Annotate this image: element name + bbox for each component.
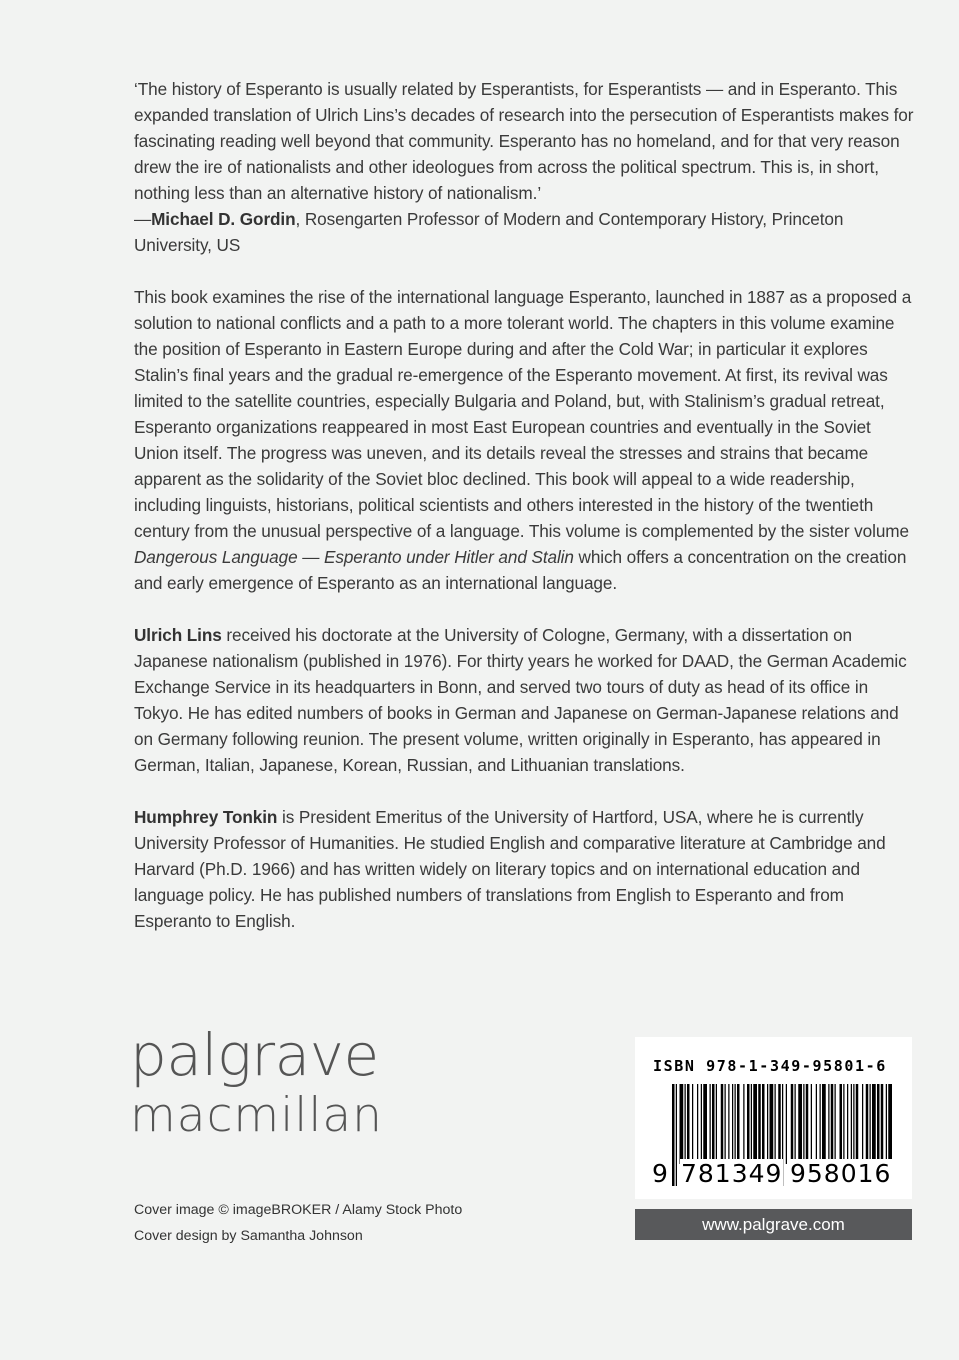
isbn-label: ISBN 978-1-349-95801-6 [653,1057,887,1075]
quote-author: Michael D. Gordin [151,209,296,229]
barcode-bar [840,1084,843,1164]
isbn-barcode [635,1037,912,1199]
barcode-digits-left: 781349 [681,1159,783,1188]
barcode-bar [847,1084,848,1164]
barcode-bar [697,1084,698,1164]
translator-bio [134,804,914,934]
barcode-bar [728,1084,729,1164]
quote-affiliation: , Rosengarten Professor of Modern and Contemporary History, Princeton University, US [134,209,844,255]
barcode-bar [791,1084,794,1164]
barcode-bar [853,1084,854,1164]
cover-credits [134,1197,462,1249]
barcode-bar [712,1084,715,1164]
endorsement-quote [134,76,914,258]
barcode-bar [851,1084,852,1164]
translator-name: Humphrey Tonkin [134,807,278,827]
barcode-bar [775,1084,776,1164]
barcode-bar [843,1084,844,1164]
barcode-bar [877,1084,880,1164]
description-text-end: which offers a concentration on the creation and early emergence of Esperanto as an international language. [134,547,907,593]
logo-palgrave: palgrave [130,1021,379,1089]
quote-attribution [134,206,914,258]
barcode-bar [795,1084,796,1164]
barcode-bar [803,1084,804,1164]
barcode-bar [872,1084,876,1164]
barcode-bar [716,1084,717,1164]
barcode-bar [762,1084,765,1164]
barcode-bar [866,1084,869,1164]
quote-text: ‘The history of Esperanto is usually related by Esperantists, for Esperantists — and in Esperanto. This expanded translation of Ulrich Lins’s decades of research into the persecution of Esperantists makes for fascinating reading well beyond that community. Esperanto has no homeland, and for that very reason drew the ire of nationalists and other ideologues from across the political spectrum. This is, in short, nothing less than an alternative history of nationalism.’ [134,79,914,203]
barcode-bar [767,1084,768,1164]
barcode-bar [831,1084,834,1164]
logo-macmillan: macmillan [130,1088,383,1143]
publisher-website: www.palgrave.com [635,1209,912,1240]
barcode-bar [743,1084,744,1164]
barcode-digit-first: 9 [652,1159,668,1188]
barcode-bar [758,1084,761,1164]
barcode-bar [701,1084,702,1164]
barcode-bar [856,1084,859,1164]
barcode-bar [886,1084,887,1164]
barcode-bar [710,1084,711,1164]
barcode-bar [680,1084,684,1164]
barcode-bar [747,1084,750,1164]
back-cover-text [134,76,914,960]
cover-design-credit: Cover design by Samantha Johnson [134,1228,363,1244]
translator-bio-text: is President Emeritus of the University of Hartford, USA, where he is currently University Professor of Humanities. He studied English and comparative literature at Cambridge and Harvard (Ph.D. 1966) and has written widely on literary topics and on international education and language policy. He has published numbers of translations from English to Esperanto and from Esperanto to English. [134,807,886,931]
description-text: This book examines the rise of the international language Esperanto, launched in 1887 as a proposed a solution to national conflicts and a path to a more tolerant world. The chapters in this volume examine the position of Esperanto in Eastern Europe during and after the Cold War; in particular it explores Stalin’s final years and the gradual re-emergence of the Esperanto movement. At first, its revival was limited to the satellite countries, especially Bulgaria and Poland, but, with Stalinism’s gradual retreat, Esperanto organizations reappeared in most East European countries and eventually in the Soviet Union itself. The progress was uneven, and its details reveal the stresses and strains that became apparent as the solidarity of the Soviet bloc declined. This book will appeal to a wide readership, including linguists, historians, political scientists and others interested in the history of the twentieth century from the unusual perspective of a language. This volume is complemented by the sister volume [134,287,912,541]
barcode-bar [786,1084,787,1164]
barcode-bar [687,1084,690,1164]
barcode-bar [753,1084,757,1164]
barcode-bar [835,1084,836,1164]
barcode-bar [672,1084,675,1186]
author-bio-text: received his doctorate at the University of Cologne, Germany, with a dissertation on Japanese nationalism (published in 1976). For thirty years he worked for DAAD, the German Academic Exchange Service in its headquarters in Bonn, and served two tours of duty as head of its office in Tokyo. He has edited numbers of books in German and Japanese on German-Japanese relations and on Germany following reunion. The present volume, written originally in Esperanto, has appeared in German, Italian, Japanese, Korean, Russian, and Lithuanian translations. [134,625,907,775]
barcode-bar [737,1084,740,1164]
publisher-logo [130,1022,383,1144]
barcode-bar [751,1084,752,1164]
barcode-bar [822,1084,826,1164]
book-description [134,284,914,596]
barcode-bar [676,1084,677,1186]
barcode-bar [725,1084,726,1164]
barcode-bar [820,1084,821,1164]
barcode-bar [870,1084,871,1164]
barcode-bar [828,1084,829,1164]
barcode-bar [685,1084,686,1164]
cover-image-credit: Cover image © imageBROKER / Alamy Stock Photo [134,1202,463,1218]
barcode-bar [721,1084,724,1164]
quote-dash: — [134,209,152,229]
barcode-bar [703,1084,707,1164]
author-bio [134,622,914,778]
barcode-bar [770,1084,774,1164]
sister-volume-title: Dangerous Language — Esperanto under Hitler and Stalin [134,547,574,567]
barcode-bar [806,1084,809,1164]
barcode-bar [735,1084,736,1164]
barcode-bar [816,1084,817,1164]
barcode-digits-right: 958016 [790,1159,892,1188]
barcode-bar [881,1084,884,1164]
barcode-bar [798,1084,802,1164]
barcode-bar [692,1084,693,1164]
barcode-bar [862,1084,863,1164]
barcode-bar [811,1084,812,1164]
author-name: Ulrich Lins [134,625,222,645]
barcode-bar [732,1084,733,1164]
